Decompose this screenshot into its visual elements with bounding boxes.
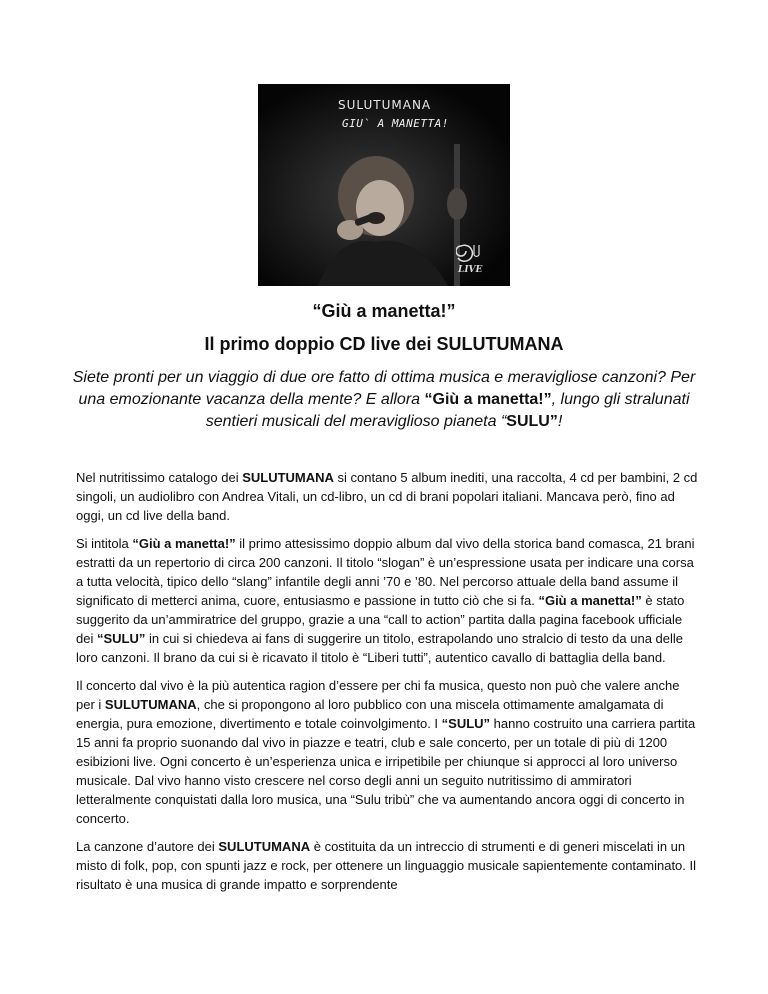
- text: hanno costruito una carriera partita 15 anni fa proprio suonando dal vivo in piazze e teatri, club e sale concerto, per un totale di più di 1200 esibizioni live. Ogni concerto è un’esperienza unica e irripetibile per chiunque si approcci al loro universo musicale. Dal vivo hanno visto crescere nel corso degli anni un seguito nutritissimo di ammiratori letteralmente conquistati dalla loro musica, una “Sulu tribù” che va aumentando ancora oggi di concerto in concerto.: [76, 716, 696, 826]
- text: , che si propongono al loro pubblico con una miscela ottimamente amalgamata di energia, pura emozione, divertimento e totale coinvolgimento. I: [76, 697, 664, 731]
- text: è stato suggerito da un’ammiratrice del gruppo, grazie a una “call to action” partita dalla pagina facebook ufficiale dei: [76, 593, 685, 646]
- cover-album-title: GIU` A MANETTA!: [342, 117, 449, 130]
- paragraph-1: [76, 468, 698, 525]
- text: in cui si chiedeva ai fans di suggerire un titolo, estrapolando uno stralcio di testo da una delle loro canzoni. Il brano da cui si è ricavato il titolo è “Liberi tutti”, autentico cavallo di battaglia della band.: [76, 631, 684, 665]
- bold-band-name: SULUTUMANA: [104, 697, 197, 712]
- body-text: [76, 468, 698, 903]
- text: La canzone d’autore dei: [76, 839, 219, 854]
- intro-paragraph: [66, 367, 702, 433]
- cover-band-name: SULUTUMANA: [338, 98, 432, 112]
- paragraph-4: [76, 837, 698, 894]
- text: è costituita da un intreccio di strumenti e di generi miscelati in un misto di folk, pop, con spunti jazz e rock, per ottenere un linguaggio musicale sapientemente contaminato. Il risultato è una musica di grande impatto e sorprendente: [76, 839, 697, 892]
- bold-band-name: SULUTUMANA: [242, 470, 334, 485]
- text: Il concerto dal vivo è la più autentica ragion d’essere per chi fa musica, questo non può che valere anche per i: [76, 678, 680, 712]
- intro-bold-sulu: SULU”: [506, 413, 558, 430]
- text: il primo attesissimo doppio album dal vivo della storica band comasca, 21 brani estratti da un repertorio di circa 200 canzoni. Il titolo “slogan” è un’espressione usata per indicare una corsa a tutta velocità, tipico dello “slang” infantile degli anni ’70 e ’80. Nel percorso attuale della band assume il significato di metterci anima, cuore, entusiasmo e passione in tutto ciò che si fa.: [76, 536, 695, 608]
- intro-text: Siete pronti per un viaggio di due ore fatto di ottima musica e meravigliose canzoni? Per una emozionante vacanza della mente? E allora: [72, 369, 696, 408]
- spiral-logo-icon: [456, 239, 486, 263]
- bold-band-name: SULUTUMANA: [218, 839, 311, 854]
- bold-sulu: “SULU”: [441, 716, 491, 731]
- bold-sulu: “SULU”: [96, 631, 146, 646]
- text: si contano 5 album inediti, una raccolta, 4 cd per bambini, 2 cd singoli, un audiolibro con Andrea Vitali, un cd-libro, un cd di brani popolari italiani. Mancava però, fino ad oggi, un cd live della band.: [76, 470, 698, 523]
- intro-text: , lungo gli stralunati sentieri musicali del meraviglioso pianeta “: [205, 391, 690, 430]
- main-title: “Giù a manetta!”: [312, 301, 456, 321]
- bold-album-title: “Giù a manetta!”: [538, 593, 642, 608]
- paragraph-3: [76, 676, 698, 828]
- cover-live-label: LIVE: [458, 265, 483, 275]
- intro-bold-title: “Giù a manetta!”: [424, 391, 552, 408]
- subtitle: Il primo doppio CD live dei SULUTUMANA: [204, 334, 564, 354]
- text: Si intitola: [76, 536, 133, 551]
- text: Nel nutritissimo catalogo dei: [76, 470, 243, 485]
- paragraph-2: [76, 534, 698, 667]
- album-cover-image: [258, 84, 510, 286]
- intro-text: !: [557, 413, 563, 430]
- bold-album-title: “Giù a manetta!”: [132, 536, 236, 551]
